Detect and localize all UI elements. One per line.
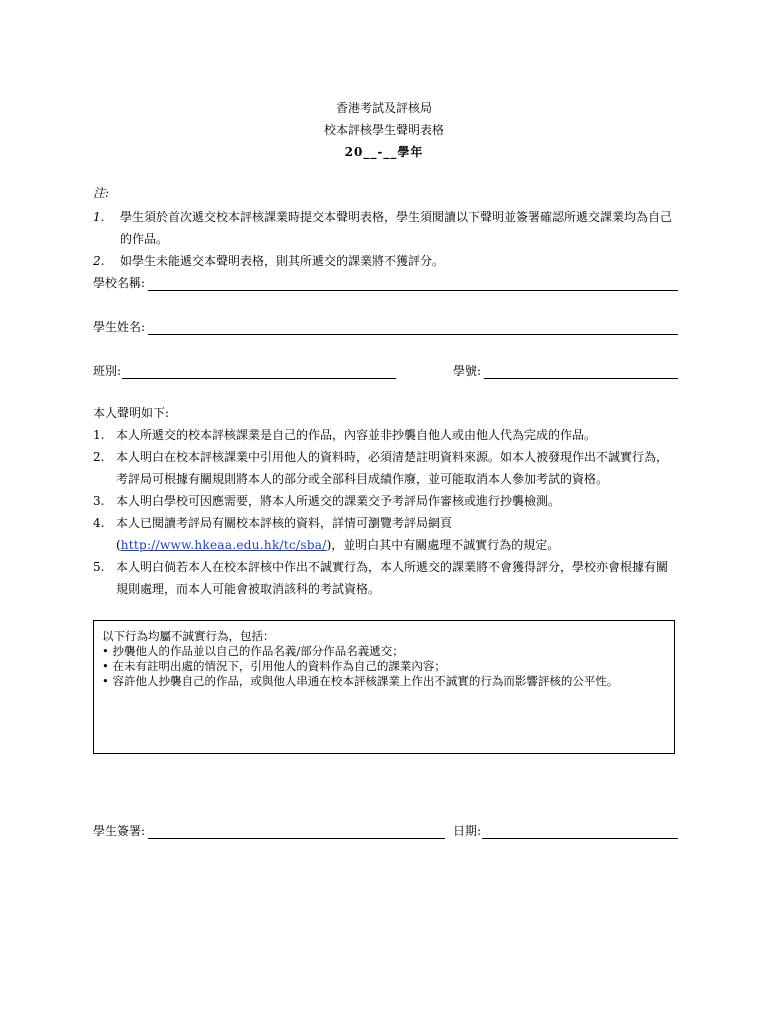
school-year: 20__-__學年 <box>344 145 424 159</box>
note-number: 2. <box>93 254 105 268</box>
notes-label: 注: <box>93 186 110 200</box>
declaration-item <box>93 512 679 556</box>
declaration-item <box>93 446 679 490</box>
declaration-item <box>93 556 679 600</box>
class-label: 班別: <box>93 364 122 378</box>
declaration-number: 4. <box>93 516 105 530</box>
box-bullet: • 在未有註明出處的情況下，引用他人的資料作為自己的課業內容； <box>102 659 446 673</box>
class-field <box>93 362 396 379</box>
declaration-text <box>116 512 679 556</box>
student-signature-label: 學生簽署: <box>93 824 146 838</box>
form-title: 校本評核學生聲明表格 <box>323 123 444 137</box>
box-bullet: • 容許他人抄襲自己的作品，或與他人串通在校本評核課業上作出不誠實的行為而影響評核的公平性。 <box>102 674 619 688</box>
dishonesty-info-box <box>93 620 675 754</box>
note-text: 如學生未能遞交本聲明表格，則其所遞交的課業將不獲評分。 <box>120 254 445 268</box>
hkeaa-sba-link[interactable]: http://www.hkeaa.edu.hk/tc/sba/ <box>120 538 327 552</box>
declaration-text-after-link: )，並明白其中有關處理不誠實行為的規定。 <box>326 538 560 552</box>
declaration-item <box>93 490 679 512</box>
declaration-number: 1. <box>93 428 105 442</box>
declaration-item <box>93 424 679 446</box>
declaration-text: 本人明白在校本評核課業中引用他人的資料時，必須清楚註明資料來源。如本人被發現作出不誠實行為，考評局可根據有關規則將本人的部分或全部科目成績作廢，並可能取消本人參加考試的資格。 <box>116 450 669 486</box>
form-header <box>0 97 768 163</box>
declaration-number: 2. <box>93 450 105 464</box>
student-name-input-line[interactable] <box>148 320 678 335</box>
declaration-text: 本人明白倘若本人在校本評核中作出不誠實行為，本人所遞交的課業將不會獲得評分，學校亦會根據有關規則處理，而本人可能會被取消該科的考試資格。 <box>116 560 669 596</box>
declaration-list <box>93 424 679 600</box>
declaration-number: 3. <box>93 494 105 508</box>
declaration-text: 本人所遞交的校本評核課業是自己的作品，內容並非抄襲自他人或由他人代為完成的作品。 <box>116 428 597 442</box>
notes-list <box>93 206 683 272</box>
declaration-text-before-link: 本人已閱讀考評局有關校本評核的資料，詳情可瀏覽考評局網頁( <box>116 516 453 552</box>
org-name: 香港考試及評核局 <box>335 101 432 115</box>
declaration-text: 本人明白學校可因應需要，將本人所遞交的課業交予考評局作審核或進行抄襲檢測。 <box>116 494 561 508</box>
class-input-line[interactable] <box>122 364 396 379</box>
class-number-label: 學號: <box>453 364 482 378</box>
class-number-field <box>453 362 678 379</box>
school-name-input-line[interactable] <box>148 276 678 291</box>
school-name-label: 學校名稱: <box>93 276 146 290</box>
school-name-field <box>93 274 678 291</box>
note-item <box>93 206 683 250</box>
student-name-label: 學生姓名: <box>93 320 146 334</box>
box-title: 以下行為均屬不誠實行為，包括： <box>102 629 275 643</box>
declaration-number: 5. <box>93 560 105 574</box>
student-signature-field <box>93 822 445 839</box>
student-signature-input-line[interactable] <box>148 824 445 839</box>
date-field <box>453 822 678 839</box>
class-number-input-line[interactable] <box>484 364 678 379</box>
note-text: 學生須於首次遞交校本評核課業時提交本聲明表格，學生須閱讀以下聲明並簽署確認所遞交課業均為自己的作品。 <box>120 210 673 246</box>
note-item <box>93 250 683 272</box>
box-bullet: • 抄襲他人的作品並以自己的作品名義/部分作品名義遞交； <box>102 644 404 658</box>
date-input-line[interactable] <box>482 824 678 839</box>
date-label: 日期: <box>453 824 482 838</box>
student-name-field <box>93 318 678 335</box>
declaration-title: 本人聲明如下: <box>93 406 170 420</box>
note-number: 1. <box>93 210 105 224</box>
